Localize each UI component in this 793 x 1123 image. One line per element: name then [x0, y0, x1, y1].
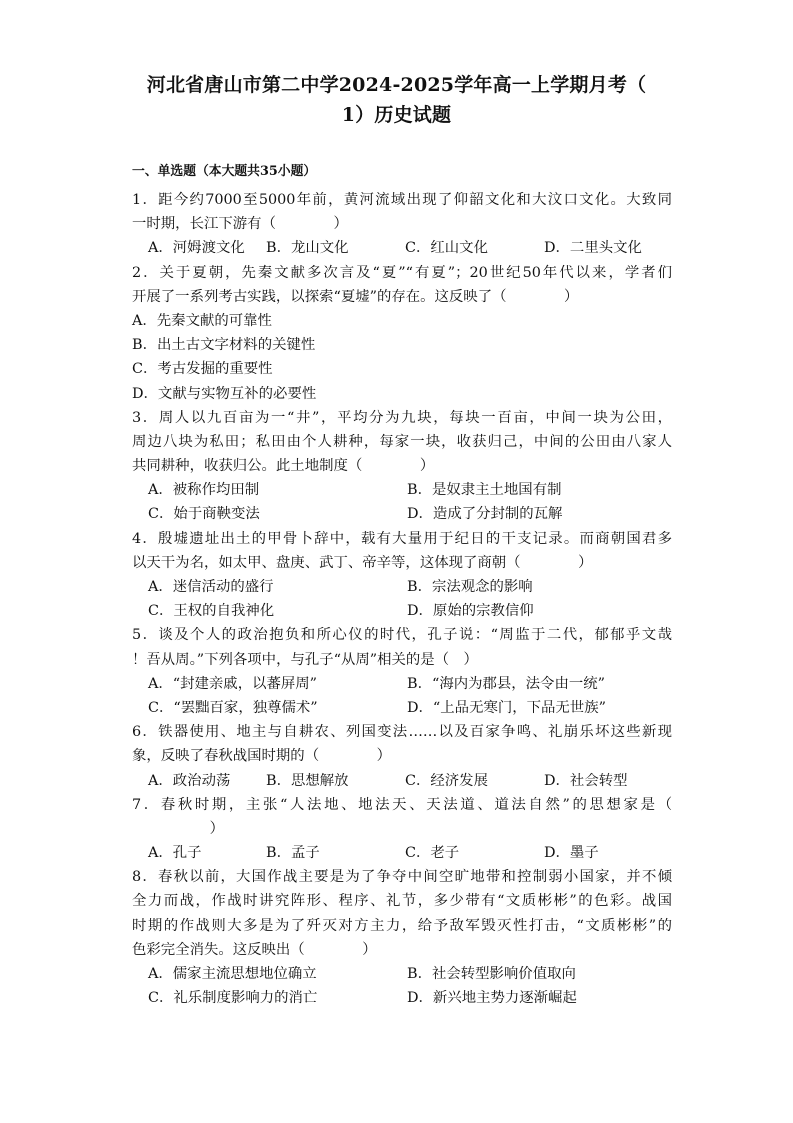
question-6-stem-line-2: 象，反映了春秋战国时期的（ ） [132, 748, 392, 765]
option-b[interactable]: B．社会转型影响价值取向 [407, 966, 576, 982]
option-a[interactable]: A．“封建亲戚，以蕃屏周” [148, 675, 318, 692]
option-b[interactable]: B．宗法观念的影响 [407, 579, 533, 595]
question-list [132, 188, 672, 1010]
option-c[interactable]: C．礼乐制度影响力的消亡 [148, 990, 318, 1007]
option-c[interactable]: C．老子 [405, 845, 460, 862]
question-4-options-row-1 [132, 575, 672, 599]
question-5-stem-line-1: 5．谈及个人的政治抱负和所心仪的时代，孔子说：“周监于二代，郁郁乎文哉 [132, 627, 672, 644]
question-8-stem-line-3: 时期的作战则大多是为了歼灭对方主力，给予敌军毁灭性打击，“文质彬彬”的 [132, 917, 672, 934]
question-3-stem-line-3: 共同耕种，收获归公。此土地制度（ ） [132, 458, 435, 475]
option-d[interactable]: D．二里头文化 [544, 240, 642, 257]
option-d[interactable]: D．新兴地主势力逐渐崛起 [407, 990, 577, 1007]
question-6-options [132, 769, 672, 793]
option-d[interactable]: D．社会转型 [544, 772, 628, 789]
question-4-stem-line-2: 以天干为名，如太甲、盘庚、武丁、帝辛等，这体现了商朝（ ） [132, 554, 593, 571]
question-5-stem-line-2: ！吾从周。”下列各项中，与孔子“从周”相关的是（ ） [132, 651, 478, 668]
option-c[interactable]: C．始于商鞅变法 [148, 506, 260, 523]
question-1-stem-line-2: 一时期，长江下游有（ ） [132, 216, 348, 233]
option-c[interactable]: C．经济发展 [405, 772, 488, 789]
question-6-stem-line-1: 6．铁器使用、地主与自耕农、列国变法……以及百家争鸣、礼崩乐坏这些新现 [132, 724, 672, 741]
document-title [90, 70, 703, 130]
question-5 [132, 623, 672, 720]
option-b[interactable]: B．“海内为郡县，法令由一统” [407, 675, 605, 692]
option-d[interactable]: D．原始的宗教信仰 [407, 603, 534, 620]
option-b[interactable]: B．孟子 [266, 845, 320, 862]
option-a[interactable]: A．政治动荡 [148, 772, 231, 789]
question-5-options-row-2 [132, 696, 672, 720]
option-d[interactable]: D．造成了分封制的瓦解 [407, 506, 563, 523]
option-c[interactable]: C．王权的自我神化 [148, 603, 275, 620]
question-7-options [132, 841, 672, 865]
option-b[interactable]: B．龙山文化 [266, 240, 349, 257]
question-1 [132, 188, 672, 261]
title-line-2: 1）历史试题 [341, 104, 452, 126]
question-2 [132, 261, 672, 406]
option-a[interactable]: A．孔子 [148, 845, 202, 862]
option-a[interactable]: A．先秦文献的可靠性 [132, 312, 272, 329]
question-7-stem-line-1: 7．春秋时期，主张“人法地、地法天、天法道、道法自然”的思想家是（ [132, 796, 672, 813]
option-d[interactable]: D．墨子 [544, 845, 599, 862]
question-1-options [132, 236, 672, 260]
question-2-stem-line-2: 开展了一系列考古实践，以探索“夏墟”的存在。这反映了（ ） [132, 288, 579, 305]
option-d[interactable]: D．文献与实物互补的必要性 [132, 385, 317, 402]
option-a[interactable]: A．被称作均田制 [148, 482, 260, 499]
question-7 [132, 793, 672, 866]
option-a[interactable]: A．迷信活动的盛行 [148, 579, 274, 595]
title-line-1: 河北省唐山市第二中学2024-2025学年高一上学期月考（ [146, 74, 647, 96]
question-1-stem-line-1: 1．距今约7000至5000年前，黄河流域出现了仰韶文化和大汶口文化。大致同 [132, 192, 672, 208]
question-5-options-row-1 [132, 672, 672, 696]
option-c[interactable]: C．红山文化 [405, 240, 488, 257]
option-b[interactable]: B．思想解放 [266, 772, 349, 789]
question-8-options-row-1 [132, 962, 672, 986]
question-2-stem-line-1: 2．关于夏朝，先秦文献多次言及“夏”“有夏”；20世纪50年代以来，学者们 [132, 264, 672, 281]
section-heading: 一、单选题（本大题共35小题） [132, 164, 317, 179]
question-4-stem-line-1: 4．殷墟遗址出土的甲骨卜辞中，载有大量用于纪日的干支记录。而商朝国君多 [132, 530, 672, 547]
question-3-stem-line-2: 周边八块为私田；私田由个人耕种，每家一块，收获归己，中间的公田由八家人 [132, 433, 672, 450]
question-8-options-row-2 [132, 986, 672, 1010]
question-4 [132, 527, 672, 624]
option-c[interactable]: C．“罢黜百家，独尊儒术” [148, 699, 318, 716]
option-d[interactable]: D．“上品无寒门，下品无世族” [407, 699, 606, 716]
option-b[interactable]: B．是奴隶主土地国有制 [407, 482, 562, 499]
question-3 [132, 406, 672, 527]
option-a[interactable]: A．河姆渡文化 [148, 240, 245, 257]
option-c[interactable]: C．考古发掘的重要性 [132, 361, 273, 378]
option-b[interactable]: B．出土古文字材料的关键性 [132, 337, 316, 354]
question-3-options-row-2 [132, 502, 672, 526]
question-7-stem-line-2: ） [152, 820, 224, 837]
question-4-options-row-2 [132, 599, 672, 623]
question-3-options-row-1 [132, 478, 672, 502]
question-8-stem-line-4: 色彩完全消失。这反映出（ ） [132, 941, 377, 958]
question-8 [132, 865, 672, 1010]
question-6 [132, 720, 672, 793]
question-3-stem-line-1: 3．周人以九百亩为一“井”，平均分为九块，每块一百亩，中间一块为公田， [132, 409, 672, 426]
option-a[interactable]: A．儒家主流思想地位确立 [148, 966, 317, 982]
question-8-stem-line-1: 8．春秋以前，大国作战主要是为了争夺中间空旷地带和控制弱小国家，并不倾 [132, 869, 672, 886]
question-8-stem-line-2: 全力而战，作战时讲究阵形、程序、礼节，多少带有“文质彬彬”的色彩。战国 [132, 893, 672, 910]
